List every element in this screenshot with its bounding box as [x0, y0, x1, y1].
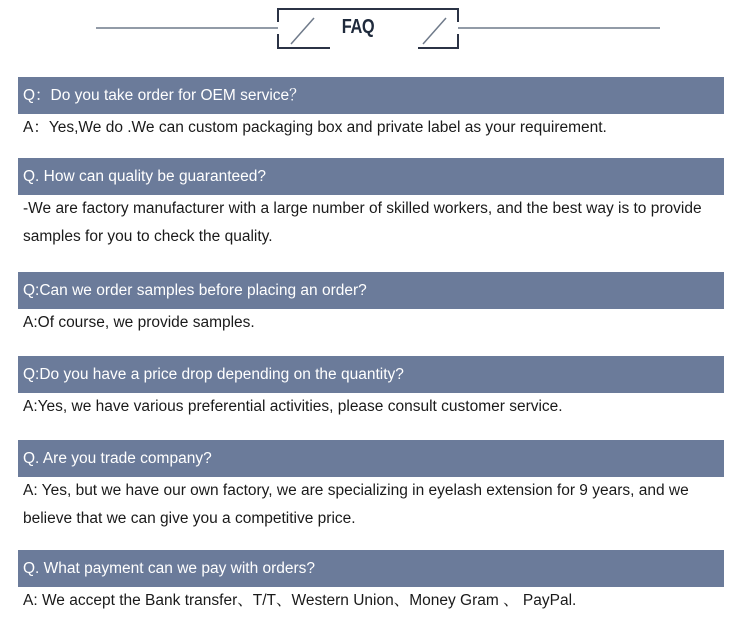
faq-question: Q:Do you have a price drop depending on the quantity? [18, 356, 724, 393]
faq-item [18, 158, 724, 251]
faq-item [18, 272, 724, 337]
faq-question: Q:Can we order samples before placing an order? [18, 272, 724, 309]
faq-answer: A：Yes,We do .We can custom packaging box and private label as your requirement. [23, 119, 607, 136]
page-title: FAQ [341, 16, 375, 38]
faq-question: Q. What payment can we pay with orders? [18, 550, 724, 587]
faq-question: Q. Are you trade company? [18, 440, 724, 477]
slash-right [423, 18, 446, 44]
faq-answer: A: Yes, but we have our own factory, we are specializing in eyelash extension for 9 years, and we believe that we can give you a competitive price. [23, 482, 689, 527]
faq-item [18, 440, 724, 533]
faq-answer: -We are factory manufacturer with a large number of skilled workers, and the best way is to provide samples for you to check the quality. [23, 200, 702, 245]
faq-item [18, 356, 724, 421]
faq-question: Q：Do you take order for OEM service？ [18, 77, 724, 114]
faq-header [0, 0, 750, 56]
faq-item [18, 550, 724, 615]
faq-question: Q. How can quality be guaranteed? [18, 158, 724, 195]
faq-answer: A:Yes, we have various preferential activities, please consult customer service. [23, 398, 563, 415]
faq-answer: A: We accept the Bank transfer、T/T、Western Union、Money Gram 、 PayPal. [23, 592, 577, 609]
faq-answer: A:Of course, we provide samples. [23, 314, 255, 331]
faq-item [18, 77, 724, 142]
